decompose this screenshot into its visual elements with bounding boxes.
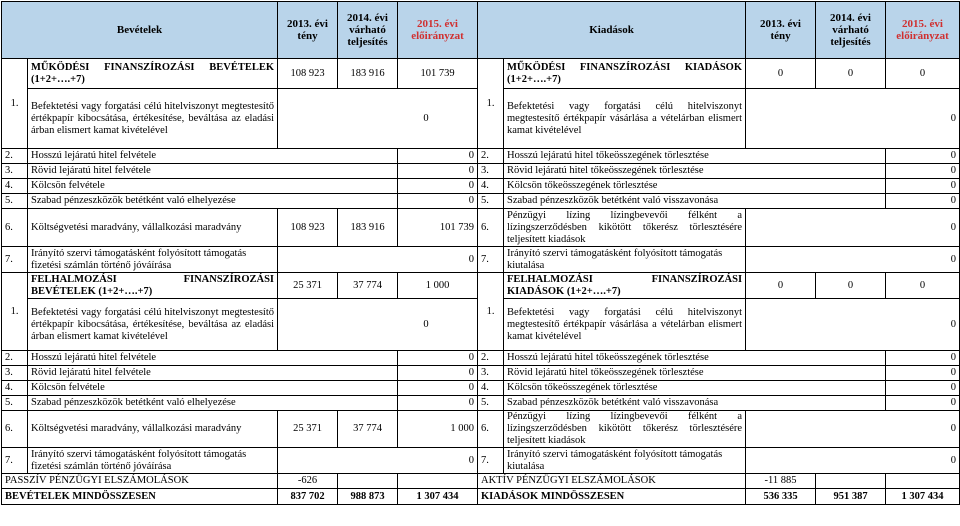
block1-row6 [2, 209, 960, 247]
totals-v2: 988 873 [338, 489, 398, 505]
block2-row3-text-right: Rövid lejáratú hitel tőkeösszegének törlesztése [504, 366, 886, 381]
block2-row7-val-left: 0 [278, 448, 478, 474]
totals-v1: 837 702 [278, 489, 338, 505]
block2-row4-val-right: 0 [886, 381, 960, 396]
block2-row6-num-left: 6. [2, 411, 28, 448]
block2-row3 [2, 366, 960, 381]
block2-row2-num-right: 2. [478, 351, 504, 366]
block2-row1-val-left: 0 [278, 299, 478, 351]
block1-left-v1: 108 923 [278, 59, 338, 89]
block1-row7-num-right: 7. [478, 247, 504, 273]
block1-row5 [2, 194, 960, 209]
block1-row3 [2, 164, 960, 179]
passziv-value: -626 [278, 474, 338, 489]
block2-left-v1: 25 371 [278, 273, 338, 299]
block2-row5-num-left: 5. [2, 396, 28, 411]
block1-row2-text-right: Hosszú lejáratú hitel tőkeösszegének törlesztése [504, 149, 886, 164]
totals-rv3: 1 307 434 [886, 489, 960, 505]
header-k2015: 2015. évi előirányzat [886, 2, 960, 59]
aktiv-empty-2 [886, 474, 960, 489]
block2-row7-text-right: Irányító szervi támogatásként folyósított támogatás kiutalása [504, 448, 746, 474]
totals-row [2, 489, 960, 505]
totals-rv1: 536 335 [746, 489, 816, 505]
block2-row5-val-left: 0 [398, 396, 478, 411]
block2-row4 [2, 381, 960, 396]
block2-row2-val-right: 0 [886, 351, 960, 366]
block1-row6-v2: 183 916 [338, 209, 398, 247]
block2-row1-num-left: 1. [2, 273, 28, 351]
block2-title-row [2, 273, 960, 299]
block2-row3-val-right: 0 [886, 366, 960, 381]
block1-row7-val-right: 0 [746, 247, 960, 273]
block2-right-v2: 0 [816, 273, 886, 299]
block1-right-v3: 0 [886, 59, 960, 89]
block1-row7-num-left: 7. [2, 247, 28, 273]
block1-row2-num-left: 2. [2, 149, 28, 164]
block1-row1-num-left: 1. [2, 59, 28, 149]
block1-row5-text-right: Szabad pénzeszközök betétként való visszavonása [504, 194, 886, 209]
block1-row4-val-right: 0 [886, 179, 960, 194]
block2-row3-num-left: 3. [2, 366, 28, 381]
block2-row2-num-left: 2. [2, 351, 28, 366]
block1-row2-val-right: 0 [886, 149, 960, 164]
block2-row6 [2, 411, 960, 448]
block1-row4-text-left: Kölcsön felvétele [28, 179, 398, 194]
block1-row4-text-right: Kölcsön tőkeösszegének törlesztése [504, 179, 886, 194]
block1-row6-v1: 108 923 [278, 209, 338, 247]
block1-row6-v3: 101 739 [398, 209, 478, 247]
block1-row2-num-right: 2. [478, 149, 504, 164]
block2-row2-text-right: Hosszú lejáratú hitel tőkeösszegének törlesztése [504, 351, 886, 366]
block1-row4-num-left: 4. [2, 179, 28, 194]
passziv-label: PASSZÍV PÉNZÜGYI ELSZÁMOLÁSOK [2, 474, 278, 489]
block2-row6-val-right: 0 [746, 411, 960, 448]
passziv-row [2, 474, 960, 489]
block1-row5-num-left: 5. [2, 194, 28, 209]
block2-row6-v2: 37 774 [338, 411, 398, 448]
block1-row1-val-right: 0 [746, 89, 960, 149]
block1-row4-val-left: 0 [398, 179, 478, 194]
block1-row6-val-right: 0 [746, 209, 960, 247]
block2-row1-text-left: Befektetési vagy forgatási célú hitelviszonyt megtestesítő értékpapír kibocsátása, értékesítése, beváltása az eladási árban elismert kamat kivételével [28, 299, 278, 351]
passziv-empty-2 [398, 474, 478, 489]
finance-table [1, 1, 960, 505]
header-2015: 2015. évi előirányzat [398, 2, 478, 59]
block1-row1-num-right: 1. [478, 59, 504, 149]
block2-row5-num-right: 5. [478, 396, 504, 411]
block2-row6-v3: 1 000 [398, 411, 478, 448]
block2-left-v2: 37 774 [338, 273, 398, 299]
totals-label: BEVÉTELEK MINDÖSSZESEN [2, 489, 278, 505]
block1-row3-val-left: 0 [398, 164, 478, 179]
block1-row5-num-right: 5. [478, 194, 504, 209]
header-bevetelek: Bevételek [2, 2, 278, 59]
block2-right-v3: 0 [886, 273, 960, 299]
block1-row3-num-left: 3. [2, 164, 28, 179]
block1-title-row [2, 59, 960, 89]
block1-title-left: MŰKÖDÉSI FINANSZÍROZÁSI BEVÉTELEK (1+2+….+7) [28, 59, 278, 89]
block2-row6-v1: 25 371 [278, 411, 338, 448]
passziv-empty-1 [338, 474, 398, 489]
block2-row3-num-right: 3. [478, 366, 504, 381]
block2-left-v3: 1 000 [398, 273, 478, 299]
block2-row1-num-right: 1. [478, 273, 504, 351]
block1-row5-val-left: 0 [398, 194, 478, 209]
block2-row7-num-right: 7. [478, 448, 504, 474]
header-kiadasok: Kiadások [478, 2, 746, 59]
block1-row6-text-right: Pénzügyi lízing lízingbevevői félként a lízingszerződésben kikötött tőkerész törlesztésére teljesített kiadások [504, 209, 746, 247]
block1-row7-text-right: Irányító szervi támogatásként folyósított támogatás kiutalása [504, 247, 746, 273]
block1-row5-text-left: Szabad pénzeszközök betétként való elhelyezése [28, 194, 398, 209]
block2-row4-num-left: 4. [2, 381, 28, 396]
block2-row2 [2, 351, 960, 366]
block1-right-v2: 0 [816, 59, 886, 89]
block1-row2-text-left: Hosszú lejáratú hitel felvétele [28, 149, 398, 164]
block1-right-v1: 0 [746, 59, 816, 89]
block1-row3-text-right: Rövid lejáratú hitel tőkeösszegének törlesztése [504, 164, 886, 179]
block2-row2-text-left: Hosszú lejáratú hitel felvétele [28, 351, 398, 366]
block2-row6-text-left: Költségvetési maradvány, vállalkozási maradvány [28, 411, 278, 448]
block2-row2-val-left: 0 [398, 351, 478, 366]
header-2013: 2013. évi tény [278, 2, 338, 59]
block1-row6-num-right: 6. [478, 209, 504, 247]
header-k2013: 2013. évi tény [746, 2, 816, 59]
block2-title-left: FELHALMOZÁSI FINANSZÍROZÁSI BEVÉTELEK (1+2+….+7) [28, 273, 278, 299]
block2-row5-text-right: Szabad pénzeszközök betétként való visszavonása [504, 396, 886, 411]
block1-row7-val-left: 0 [278, 247, 478, 273]
block2-row7-num-left: 7. [2, 448, 28, 474]
block1-left-v2: 183 916 [338, 59, 398, 89]
totals-right-label: KIADÁSOK MINDÖSSZESEN [478, 489, 746, 505]
block2-row5 [2, 396, 960, 411]
block1-row1-text-left: Befektetési vagy forgatási célú hitelviszonyt megtestesítő értékpapír kibocsátása, értékesítése, beváltása az eladási árban elismert kamat kivételével [28, 89, 278, 149]
header-k2014: 2014. évi várható teljesítés [816, 2, 886, 59]
block2-row6-text-right: Pénzügyi lízing lízingbevevői félként a lízingszerződésben kikötött tőkerész törlesztésére teljesített kiadások [504, 411, 746, 448]
block2-row6-num-right: 6. [478, 411, 504, 448]
block1-row1-text-right: Befektetési vagy forgatási célú hitelviszonyt megtestesítő értékpapír vásárlása a vételárban elismert kamat kivételével [504, 89, 746, 149]
block1-row2-val-left: 0 [398, 149, 478, 164]
block1-row6-text-left: Költségvetési maradvány, vállalkozási maradvány [28, 209, 278, 247]
block2-row7 [2, 448, 960, 474]
aktiv-label: AKTÍV PÉNZÜGYI ELSZÁMOLÁSOK [478, 474, 746, 489]
block2-row1-val-right: 0 [746, 299, 960, 351]
block1-row4-num-right: 4. [478, 179, 504, 194]
block2-row5-text-left: Szabad pénzeszközök betétként való elhelyezése [28, 396, 398, 411]
block1-left-v3: 101 739 [398, 59, 478, 89]
aktiv-value: -11 885 [746, 474, 816, 489]
totals-rv2: 951 387 [816, 489, 886, 505]
block1-row3-num-right: 3. [478, 164, 504, 179]
block1-row5-val-right: 0 [886, 194, 960, 209]
block1-row3-val-right: 0 [886, 164, 960, 179]
block1-row7 [2, 247, 960, 273]
block2-row3-val-left: 0 [398, 366, 478, 381]
header-row [2, 2, 960, 59]
block1-row2 [2, 149, 960, 164]
block2-row4-text-left: Kölcsön felvétele [28, 381, 398, 396]
block2-row4-text-right: Kölcsön tőkeösszegének törlesztése [504, 381, 886, 396]
block1-row6-num-left: 6. [2, 209, 28, 247]
block2-row5-val-right: 0 [886, 396, 960, 411]
block2-right-v1: 0 [746, 273, 816, 299]
block2-row7-text-left: Irányító szervi támogatásként folyósított támogatás fizetési számlán történő jóváírása [28, 448, 278, 474]
block1-row4 [2, 179, 960, 194]
block2-row1-text-right: Befektetési vagy forgatási célú hitelviszonyt megtestesítő értékpapír vásárlása a vételárban elismert kamat kivételével [504, 299, 746, 351]
block1-row7-text-left: Irányító szervi támogatásként folyósított támogatás fizetési számlán történő jóváírása [28, 247, 278, 273]
block2-title-right: FELHALMOZÁSI FINANSZÍROZÁSI KIADÁSOK (1+2+….+7) [504, 273, 746, 299]
aktiv-empty-1 [816, 474, 886, 489]
block2-row4-val-left: 0 [398, 381, 478, 396]
header-2014: 2014. évi várható teljesítés [338, 2, 398, 59]
block2-row7-val-right: 0 [746, 448, 960, 474]
block1-row3-text-left: Rövid lejáratú hitel felvétele [28, 164, 398, 179]
block1-row1-val-left: 0 [278, 89, 478, 149]
block1-title-right: MŰKÖDÉSI FINANSZÍROZÁSI KIADÁSOK (1+2+….+7) [504, 59, 746, 89]
totals-v3: 1 307 434 [398, 489, 478, 505]
block2-row3-text-left: Rövid lejáratú hitel felvétele [28, 366, 398, 381]
block2-row4-num-right: 4. [478, 381, 504, 396]
